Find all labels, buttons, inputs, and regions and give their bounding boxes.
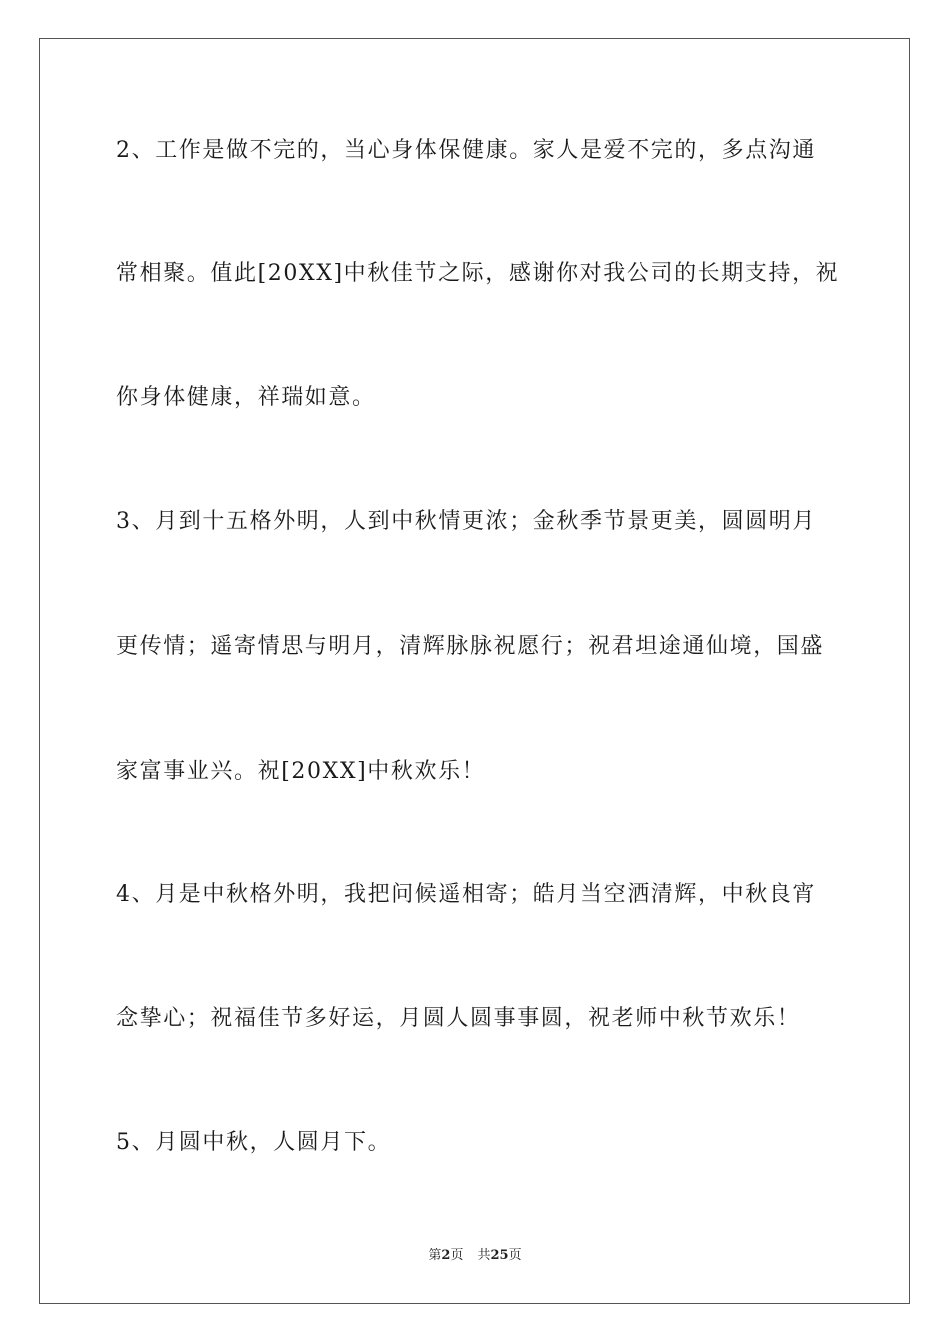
body-text-line: 更传情；遥寄情思与明月，清辉脉脉祝愿行；祝君坦途通仙境，国盛 [116,634,825,659]
total-pages: 25 [490,1248,509,1263]
page-suffix: 页 [450,1248,464,1263]
body-text-line: 念挚心；祝福佳节多好运，月圆人圆事事圆，祝老师中秋节欢乐！ [116,1006,801,1031]
body-text-line: 5、月圆中秋，人圆月下。 [116,1130,392,1155]
page-footer [0,1247,950,1265]
page-border [39,38,910,1304]
page-prefix: 第 [428,1248,442,1263]
total-prefix: 共 [477,1248,491,1263]
body-text-line: 你身体健康，祥瑞如意。 [116,385,376,410]
page-number: 2 [441,1248,451,1263]
body-text-line: 常相聚。值此[20XX]中秋佳节之际，感谢你对我公司的长期支持，祝 [116,261,840,286]
body-text-line: 3、月到十五格外明，人到中秋情更浓；金秋季节景更美，圆圆明月 [116,509,816,534]
body-text-line: 4、月是中秋格外明，我把问候遥相寄；皓月当空洒清辉，中秋良宵 [116,882,816,907]
body-text-line: 2、工作是做不完的，当心身体保健康。家人是爱不完的，多点沟通 [116,138,816,163]
total-suffix: 页 [508,1248,522,1263]
body-text-line: 家富事业兴。祝[20XX]中秋欢乐！ [116,759,486,784]
